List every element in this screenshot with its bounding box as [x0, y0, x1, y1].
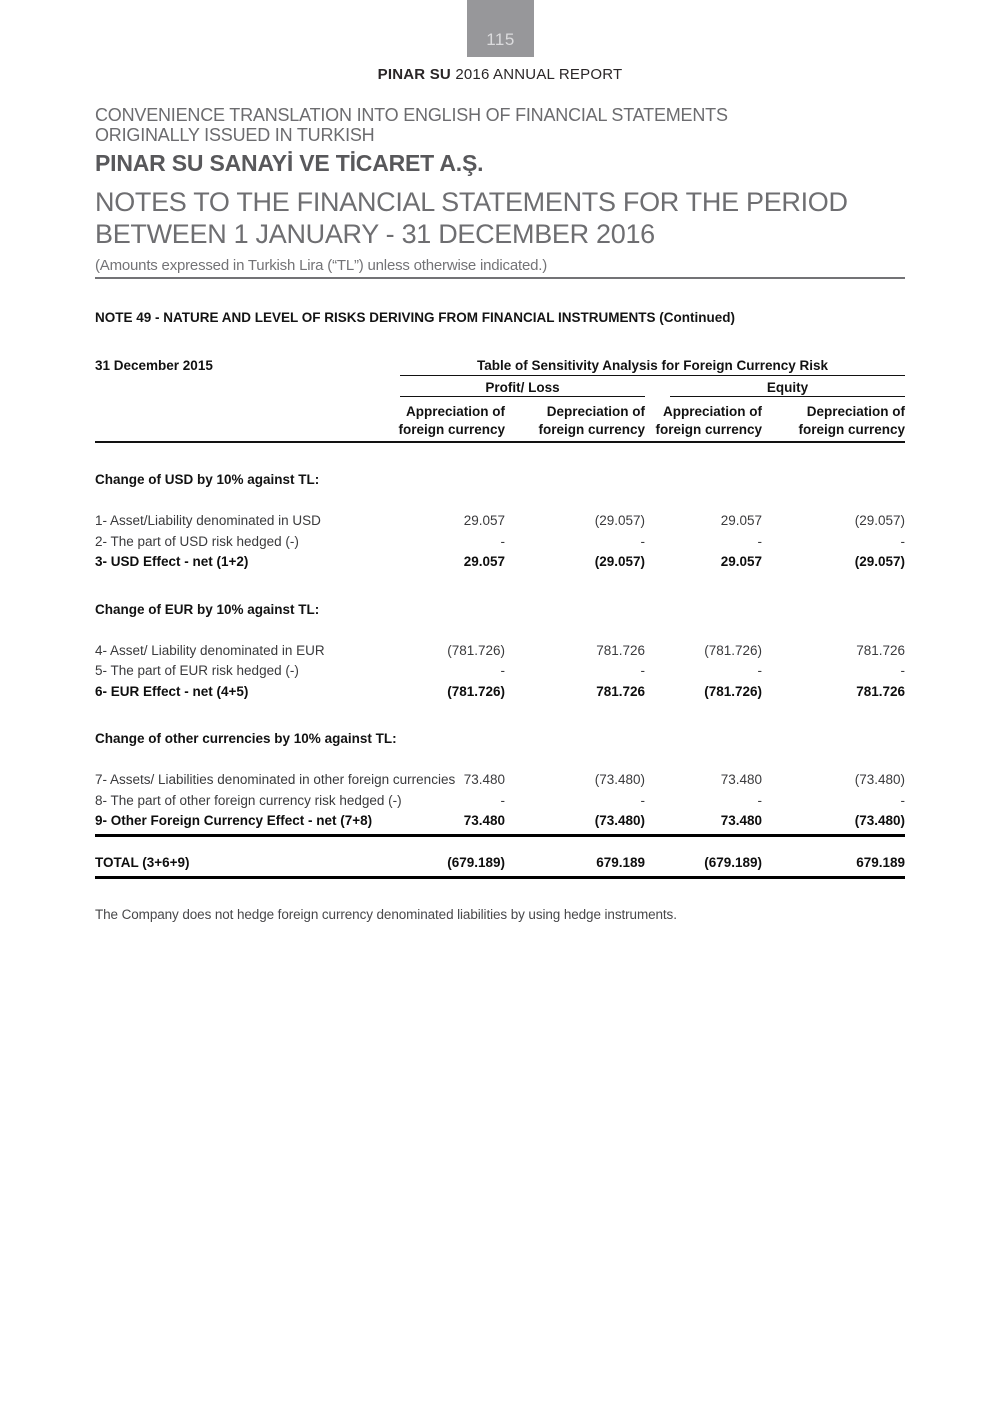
row-label: 6- EUR Effect - net (4+5): [95, 683, 249, 699]
section-heading: Change of other currencies by 10% against TL:: [95, 731, 397, 746]
section-heading: Change of EUR by 10% against TL:: [95, 601, 320, 617]
row-label: 3- USD Effect - net (1+2): [95, 554, 249, 569]
row-value: 29.057: [463, 513, 505, 528]
row-value: 781.726: [596, 683, 645, 699]
row-value: 73.480: [720, 813, 762, 828]
report-title-rest: 2016 ANNUAL REPORT: [450, 66, 623, 83]
row-label: 8- The part of other foreign currency risk hedged (-): [95, 792, 402, 808]
notes-title: [95, 186, 905, 250]
total-value: (679.189): [704, 854, 762, 870]
group-header-spacer: [645, 380, 670, 397]
col-header-line2: foreign currency: [655, 422, 762, 437]
table-row-net: [95, 811, 905, 837]
row-value: (29.057): [854, 513, 905, 528]
col-header-line1: Appreciation of: [405, 404, 505, 419]
translation-line2: ORIGINALLY ISSUED IN TURKISH: [95, 125, 375, 145]
row-label: 1- Asset/Liability denominated in USD: [95, 513, 321, 528]
row-value: 73.480: [463, 772, 505, 787]
row-value: -: [640, 792, 645, 808]
col-header-line1: Appreciation of: [662, 404, 762, 419]
row-value: (781.726): [447, 642, 505, 658]
total-value: (679.189): [447, 854, 505, 870]
table-row: [95, 641, 905, 662]
col-header-line1: Depreciation of: [546, 404, 645, 419]
row-value: -: [500, 533, 505, 549]
row-label: 4- Asset/ Liability denominated in EUR: [95, 642, 325, 658]
row-value: (781.726): [704, 683, 762, 699]
row-value: (73.480): [854, 813, 905, 828]
row-value: (73.480): [854, 772, 905, 787]
group-header-profit-loss: Profit/ Loss: [400, 380, 645, 397]
row-value: 29.057: [463, 554, 505, 569]
report-brand: PINAR SU: [377, 66, 451, 83]
row-value: 29.057: [720, 554, 762, 569]
group-header-row: [400, 380, 905, 397]
row-value: -: [900, 533, 905, 549]
footnote: The Company does not hedge foreign currency denominated liabilities by using hedge instruments.: [95, 907, 677, 922]
row-value: -: [757, 792, 762, 808]
table-row: [95, 511, 905, 532]
row-value: (29.057): [594, 513, 645, 528]
row-value: -: [500, 792, 505, 808]
notes-title-line2: BETWEEN 1 JANUARY - 31 DECEMBER 2016: [95, 219, 655, 249]
total-value: 679.189: [596, 854, 645, 870]
col-header-line2: foreign currency: [798, 422, 905, 437]
row-label: 5- The part of EUR risk hedged (-): [95, 663, 299, 678]
row-value: (781.726): [447, 683, 505, 699]
row-value: 781.726: [856, 683, 905, 699]
notes-title-line1: NOTES TO THE FINANCIAL STATEMENTS FOR THE PERIOD: [95, 187, 848, 217]
row-value: (29.057): [854, 554, 905, 569]
col-header-line2: foreign currency: [398, 422, 505, 437]
row-value: -: [900, 792, 905, 808]
col-header-pl-appreciation: [398, 403, 505, 439]
row-value: -: [500, 663, 505, 678]
section-usd: [95, 472, 905, 573]
row-value: 781.726: [596, 642, 645, 658]
col-header-eq-appreciation: [655, 403, 762, 439]
table-row: [95, 791, 905, 812]
translation-note: [95, 105, 905, 145]
column-header-row: [95, 400, 905, 441]
table-title: Table of Sensitivity Analysis for Foreign Currency Risk: [400, 358, 905, 376]
page-content: [95, 0, 905, 922]
total-label: TOTAL (3+6+9): [95, 854, 190, 870]
row-value: -: [757, 663, 762, 678]
row-value: -: [757, 533, 762, 549]
section-eur: [95, 602, 905, 703]
col-header-line2: foreign currency: [538, 422, 645, 437]
row-value: (73.480): [594, 813, 645, 828]
col-header-line1: Depreciation of: [806, 404, 905, 419]
table-row: [95, 770, 905, 791]
company-name: PINAR SU SANAYİ VE TİCARET A.Ş.: [95, 150, 484, 176]
translation-line1: CONVENIENCE TRANSLATION INTO ENGLISH OF FINANCIAL STATEMENTS: [95, 105, 728, 125]
col-header-eq-depreciation: [798, 403, 905, 439]
table-row: [95, 532, 905, 553]
section-other-currencies: [95, 731, 905, 837]
sensitivity-table: [95, 358, 905, 879]
row-value: -: [640, 533, 645, 549]
table-row: [95, 661, 905, 682]
total-value: 679.189: [856, 854, 905, 870]
row-value: 73.480: [720, 772, 762, 787]
row-value: 29.057: [720, 513, 762, 528]
section-heading: Change of USD by 10% against TL:: [95, 472, 320, 487]
row-label: 7- Assets/ Liabilities denominated in other foreign currencies: [95, 772, 456, 787]
row-value: 781.726: [856, 642, 905, 658]
group-header-equity: Equity: [670, 380, 905, 397]
total-row: [95, 853, 905, 880]
col-header-pl-depreciation: [538, 403, 645, 439]
date-label: 31 December 2015: [95, 358, 213, 373]
row-value: -: [900, 663, 905, 678]
table-header: [95, 358, 905, 443]
row-value: (29.057): [594, 554, 645, 569]
page-number: 115: [486, 30, 515, 49]
amounts-note: (Amounts expressed in Turkish Lira (“TL”) unless otherwise indicated.): [95, 257, 905, 279]
table-row-net: [95, 682, 905, 703]
row-value: -: [640, 663, 645, 678]
row-value: 73.480: [463, 813, 505, 828]
row-value: (781.726): [704, 642, 762, 658]
note-heading: NOTE 49 - NATURE AND LEVEL OF RISKS DERIVING FROM FINANCIAL INSTRUMENTS (Continued): [95, 310, 736, 325]
row-label: 9- Other Foreign Currency Effect - net (7+8): [95, 813, 373, 828]
row-value: (73.480): [594, 772, 645, 787]
row-label: 2- The part of USD risk hedged (-): [95, 533, 299, 549]
table-row-net: [95, 552, 905, 573]
